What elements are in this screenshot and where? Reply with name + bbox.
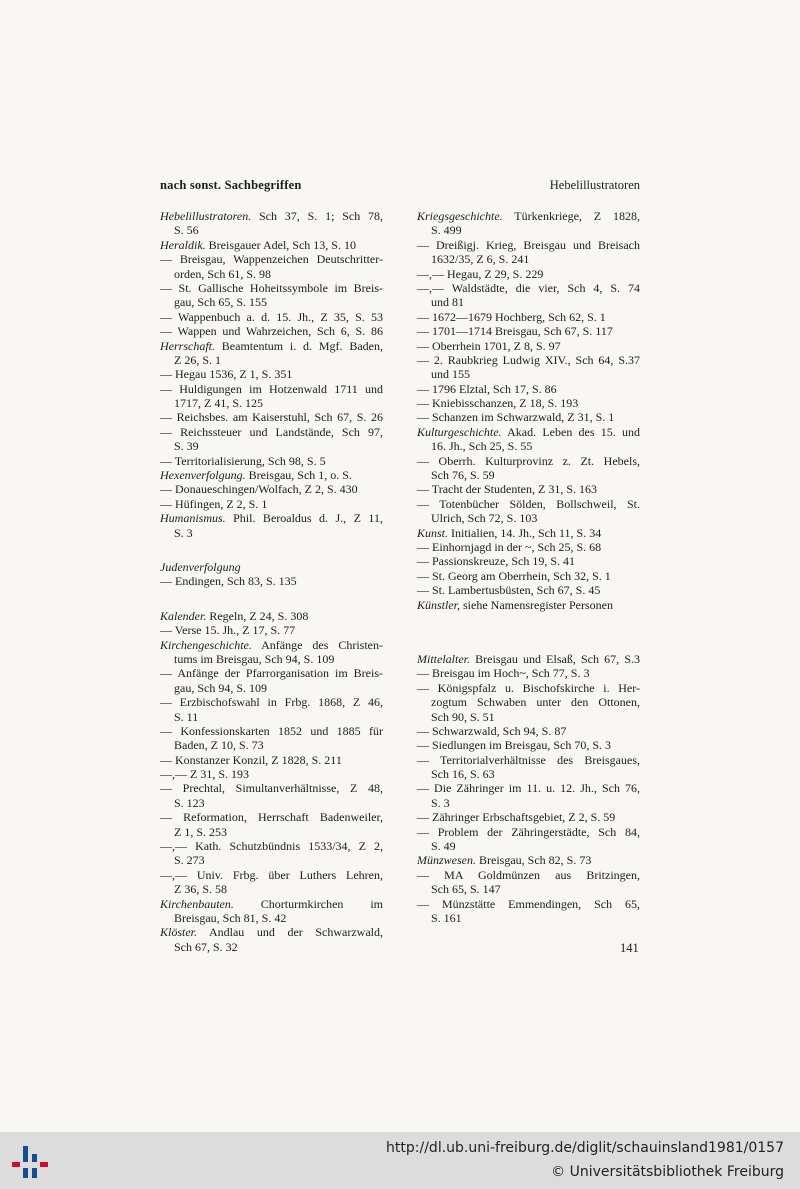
index-line: —,— Z 31, S. 193 bbox=[160, 767, 250, 782]
index-entry-text: Initialien, 14. Jh., Sch 11, S. 34 bbox=[448, 525, 602, 540]
index-entry-text: siehe Namensregister Personen bbox=[460, 597, 613, 612]
index-keyword: Humanismus. bbox=[160, 511, 226, 526]
index-line: — Kniebisschanzen, Z 18, S. 193 bbox=[417, 396, 579, 411]
index-line: — Die Zähringer im 11. u. 12. Jh., Sch 76, bbox=[417, 781, 640, 796]
index-line: S. 161 bbox=[431, 910, 462, 925]
index-line bbox=[417, 425, 640, 439]
index-line: — St. Georg am Oberrhein, Sch 32, S. 1 bbox=[417, 568, 611, 583]
index-line: S. 273 bbox=[174, 853, 205, 868]
index-line bbox=[160, 339, 383, 353]
index-line: — Reformation, Herrschaft Badenweiler, bbox=[160, 810, 383, 825]
copyright-notice: © Universitätsbibliothek Freiburg bbox=[551, 1164, 784, 1180]
index-line: Z 1, S. 253 bbox=[174, 824, 228, 839]
index-line bbox=[160, 609, 383, 623]
index-line: — Konfessionskarten 1852 und 1885 für bbox=[160, 723, 383, 738]
index-line: Baden, Z 10, S. 73 bbox=[174, 738, 264, 753]
index-line: und 155 bbox=[431, 367, 470, 382]
index-entry-text: Sch 37, S. 1; Sch 78, bbox=[251, 209, 383, 223]
index-line: Sch 76, S. 59 bbox=[431, 468, 495, 483]
index-keyword: Mittelalter. bbox=[417, 651, 470, 666]
index-line: — Münzstätte Emmendingen, Sch 65, bbox=[417, 896, 640, 911]
index-line: — Reichssteuer und Landstände, Sch 97, bbox=[160, 424, 383, 439]
index-line: S. 11 bbox=[174, 709, 199, 724]
index-line bbox=[160, 638, 383, 652]
index-line: — Siedlungen im Breisgau, Sch 70, S. 3 bbox=[417, 738, 611, 753]
index-keyword: Heraldik. bbox=[160, 237, 206, 252]
index-line: — 1796 Elztal, Sch 17, S. 86 bbox=[417, 381, 557, 396]
index-entry-text: Beamtentum i. d. Mgf. Baden, bbox=[215, 338, 383, 353]
index-line: — Einhornjagd in der ~, Sch 25, S. 68 bbox=[417, 539, 602, 554]
index-line: S. 3 bbox=[431, 795, 450, 810]
index-keyword: Hebelillustratoren. bbox=[160, 209, 252, 223]
index-line: Sch 65, S. 147 bbox=[431, 882, 501, 897]
index-line bbox=[160, 897, 383, 911]
index-line: und 81 bbox=[431, 295, 464, 310]
index-line: — Hüfingen, Z 2, S. 1 bbox=[160, 496, 268, 511]
index-keyword: Kunst. bbox=[417, 525, 449, 540]
index-line: gau, Sch 94, S. 109 bbox=[174, 680, 267, 695]
index-column-right bbox=[417, 209, 640, 925]
index-keyword: Münzwesen. bbox=[417, 853, 476, 868]
index-line: —,— Waldstädte, die vier, Sch 4, S. 74 bbox=[417, 280, 640, 295]
index-line: — Prechtal, Simultanverhältnisse, Z 48, bbox=[160, 781, 383, 796]
index-line bbox=[417, 526, 640, 540]
index-line: Sch 67, S. 32 bbox=[174, 939, 238, 954]
index-line: — St. Lambertusbüsten, Sch 67, S. 45 bbox=[417, 583, 601, 598]
index-line bbox=[417, 598, 640, 612]
index-line: S. 56 bbox=[174, 223, 199, 238]
index-line: — 1701—1714 Breisgau, Sch 67, S. 117 bbox=[417, 324, 613, 339]
index-entry-text: Phil. Beroaldus d. J., Z 11, bbox=[225, 511, 383, 526]
index-line: — Tracht der Studenten, Z 31, S. 163 bbox=[417, 482, 597, 497]
index-line: — Dreißigj. Krieg, Breisgau und Breisach bbox=[417, 237, 640, 252]
index-keyword: Kriegsgeschichte. bbox=[417, 209, 503, 223]
index-line: — Breisgau im Hoch~, Sch 77, S. 3 bbox=[417, 666, 590, 681]
index-line: Sch 90, S. 51 bbox=[431, 709, 495, 724]
index-line: — Wappenbuch a. d. 15. Jh., Z 35, S. 53 bbox=[160, 309, 383, 324]
index-line: — Huldigungen im Hotzenwald 1711 und bbox=[160, 381, 383, 396]
index-keyword: Künstler, bbox=[417, 597, 461, 612]
index-keyword: Herrschaft. bbox=[160, 338, 215, 353]
index-keyword: Klöster. bbox=[160, 925, 198, 940]
index-entry-text: Anfänge des Christen- bbox=[251, 637, 383, 652]
index-line: — 2. Raubkrieg Ludwig XIV., Sch 64, S.37 bbox=[417, 352, 640, 367]
index-line: — Territorialisierung, Sch 98, S. 5 bbox=[160, 453, 326, 468]
spacer bbox=[417, 612, 640, 632]
index-line bbox=[160, 925, 383, 939]
page-number: 141 bbox=[620, 941, 639, 955]
index-line bbox=[417, 209, 640, 223]
index-line: Ulrich, Sch 72, S. 103 bbox=[431, 511, 538, 526]
index-keyword: Hexenverfolgung. bbox=[160, 468, 246, 483]
index-line: S. 123 bbox=[174, 795, 205, 810]
index-keyword: Judenverfolgung bbox=[160, 559, 241, 574]
permalink[interactable]: http://dl.ub.uni-freiburg.de/diglit/schauinsland1981/0157 bbox=[386, 1140, 784, 1156]
index-line: S. 3 bbox=[174, 525, 193, 540]
index-line: 16. Jh., Sch 25, S. 55 bbox=[431, 439, 533, 454]
index-line: 1632/35, Z 6, S. 241 bbox=[431, 252, 530, 267]
index-line: — MA Goldmünzen aus Britzingen, bbox=[417, 867, 640, 882]
index-entry-text: Breisgau und Elsaß, Sch 67, S.3 bbox=[470, 651, 640, 666]
index-entry-text: Türkenkriege, Z 1828, bbox=[502, 209, 640, 223]
index-line: — Erzbischofswahl in Frbg. 1868, Z 46, bbox=[160, 695, 383, 710]
index-line: — Oberrh. Kulturprovinz z. Zt. Hebels, bbox=[417, 453, 640, 468]
index-line: — Konstanzer Konzil, Z 1828, S. 211 bbox=[160, 752, 342, 767]
index-line bbox=[160, 511, 383, 525]
index-line: S. 49 bbox=[431, 839, 456, 854]
index-line: — Verse 15. Jh., Z 17, S. 77 bbox=[160, 623, 296, 638]
index-keyword: Kirchenbauten. bbox=[160, 896, 234, 911]
index-keyword: Kirchengeschichte. bbox=[160, 637, 252, 652]
index-line: — Reichsbes. am Kaiserstuhl, Sch 67, S. 26 bbox=[160, 410, 383, 425]
index-line: —,— Hegau, Z 29, S. 229 bbox=[417, 266, 544, 281]
index-line: 1717, Z 41, S. 125 bbox=[174, 396, 264, 411]
index-entry-text: Akad. Leben des 15. und bbox=[501, 424, 640, 439]
index-line: — Donaueschingen/Wolfach, Z 2, S. 430 bbox=[160, 482, 358, 497]
index-line: — Schwarzwald, Sch 94, S. 87 bbox=[417, 723, 567, 738]
index-line: — Hegau 1536, Z 1, S. 351 bbox=[160, 367, 293, 382]
index-line: S. 39 bbox=[174, 439, 199, 454]
index-entry-text: Breisgau, Sch 82, S. 73 bbox=[476, 853, 592, 868]
index-entry-text: Andlau und der Schwarzwald, bbox=[197, 925, 383, 940]
spacer bbox=[160, 589, 383, 609]
index-line: — Königspfalz u. Bischofskirche i. Her- bbox=[417, 680, 640, 695]
index-line: — Endingen, Sch 83, S. 135 bbox=[160, 574, 297, 589]
index-entry-text: Breisgauer Adel, Sch 13, S. 10 bbox=[205, 237, 356, 252]
index-keyword: Kalender. bbox=[160, 608, 207, 623]
index-line: — Oberrhein 1701, Z 8, S. 97 bbox=[417, 338, 561, 353]
index-line: — Schanzen im Schwarzwald, Z 31, S. 1 bbox=[417, 410, 615, 425]
index-line: S. 499 bbox=[431, 223, 462, 238]
index-line: — 1672—1679 Hochberg, Sch 62, S. 1 bbox=[417, 309, 606, 324]
index-line bbox=[417, 853, 640, 867]
index-line: — Passionskreuze, Sch 19, S. 41 bbox=[417, 554, 575, 569]
index-line bbox=[160, 209, 383, 223]
index-line: — St. Gallische Hoheitssymbole im Breis- bbox=[160, 280, 383, 295]
index-line: — Breisgau, Wappenzeichen Deutschritter- bbox=[160, 252, 383, 267]
ub-freiburg-logo-icon bbox=[10, 1140, 50, 1180]
running-header-right: Hebelillustratoren bbox=[549, 178, 640, 192]
index-keyword: Kulturgeschichte. bbox=[417, 424, 502, 439]
index-line: — Problem der Zähringerstädte, Sch 84, bbox=[417, 824, 640, 839]
spacer bbox=[160, 540, 383, 560]
index-line: Sch 16, S. 63 bbox=[431, 767, 495, 782]
index-line: —,— Kath. Schutzbündnis 1533/34, Z 2, bbox=[160, 839, 383, 854]
index-line: — Anfänge der Pfarrorganisation im Breis- bbox=[160, 666, 383, 681]
spacer bbox=[417, 632, 640, 652]
index-line: —,— Univ. Frbg. über Luthers Lehren, bbox=[160, 867, 383, 882]
index-line bbox=[160, 238, 383, 252]
index-line: — Wappen und Wahrzeichen, Sch 6, S. 86 bbox=[160, 324, 383, 339]
index-line: Breisgau, Sch 81, S. 42 bbox=[174, 910, 287, 925]
index-line: Z 26, S. 1 bbox=[174, 352, 222, 367]
index-line: — Zähringer Erbschaftsgebiet, Z 2, S. 59 bbox=[417, 810, 616, 825]
index-line bbox=[160, 560, 383, 574]
index-entry-text: Breisgau, Sch 1, o. S. bbox=[245, 468, 352, 483]
index-line: tums im Breisgau, Sch 94, S. 109 bbox=[174, 651, 335, 666]
index-line: orden, Sch 61, S. 98 bbox=[174, 266, 271, 281]
viewer-footer bbox=[0, 1132, 800, 1189]
index-entry-text: Chorturmkirchen im bbox=[233, 896, 383, 911]
index-column-left bbox=[160, 209, 383, 954]
index-line bbox=[417, 652, 640, 666]
index-line: — Totenbücher Sölden, Bollschweil, St. bbox=[417, 496, 640, 511]
index-entry-text: Regeln, Z 24, S. 308 bbox=[206, 608, 309, 623]
index-line: — Territorialverhältnisse des Breisgaues, bbox=[417, 752, 640, 767]
index-line: zogtum Schwaben unter den Ottonen, bbox=[431, 695, 640, 710]
running-header-left: nach sonst. Sachbegriffen bbox=[160, 178, 302, 192]
index-line: Z 36, S. 58 bbox=[174, 882, 228, 897]
index-line bbox=[160, 468, 383, 482]
index-line: gau, Sch 65, S. 155 bbox=[174, 295, 267, 310]
